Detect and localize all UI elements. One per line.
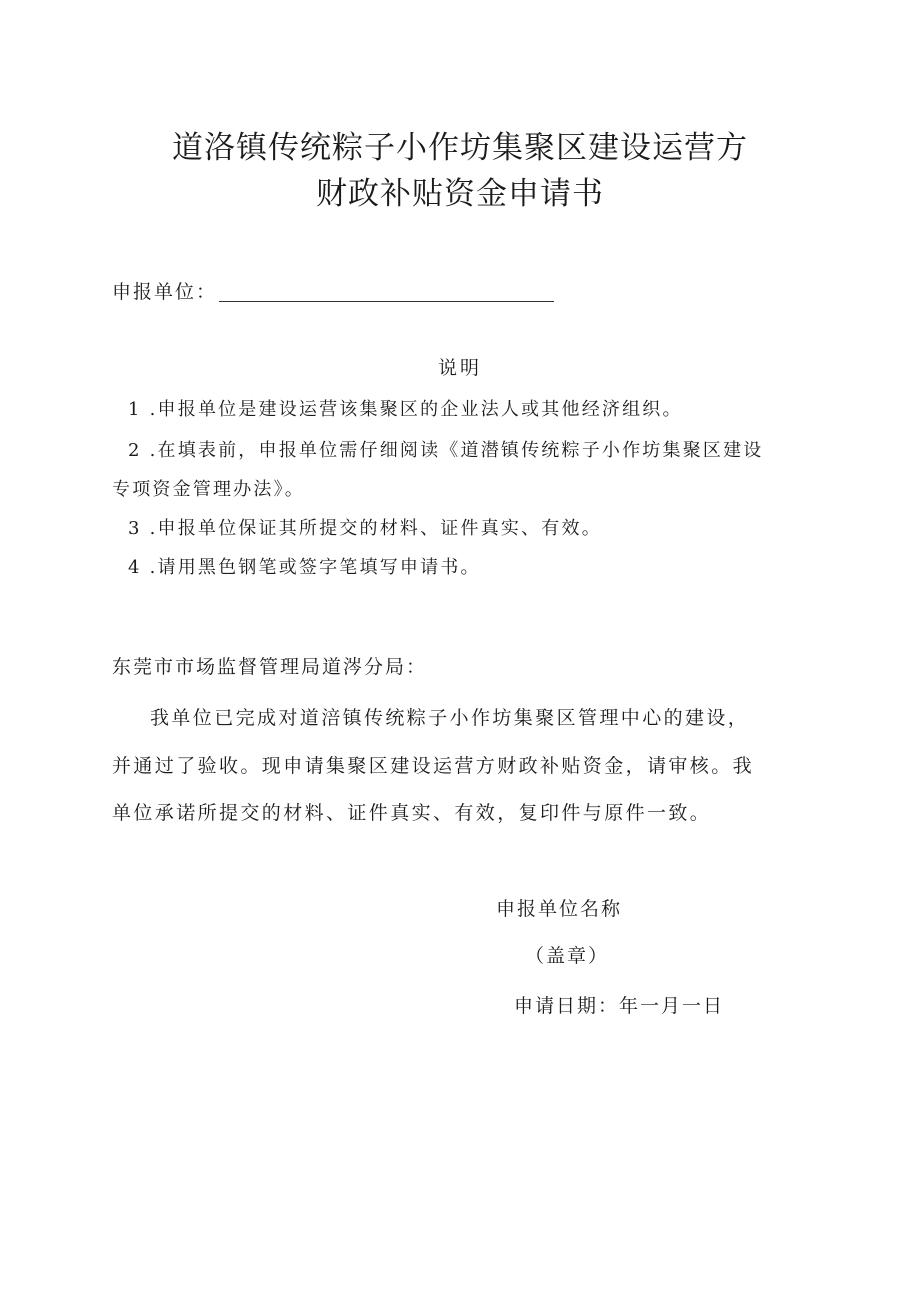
- note-item-4: 4 .请用黑色钢笔或签字笔填写申请书。: [128, 557, 481, 578]
- applicant-row: [112, 278, 554, 306]
- notes-heading: 说明: [437, 357, 482, 379]
- applicant-blank-line[interactable]: [219, 281, 554, 302]
- note-item-1: 1 .申报单位是建设运营该集聚区的企业法人或其他经济组织。: [128, 399, 683, 420]
- applicant-label: 申报单位：: [112, 281, 218, 303]
- addressee: 东莞市市场监督管理局道涔分局：: [112, 656, 428, 678]
- note-item-2-continuation: 专项资金管理办法》。: [112, 479, 305, 500]
- note-item-3: 3 .申报单位保证其所提交的材料、证件真实、有效。: [128, 518, 602, 539]
- document-title-line-2: 财政补贴资金申请书: [316, 176, 604, 212]
- signature-date: 申请日期：年一月一日: [514, 995, 725, 1017]
- body-paragraph-line-3: 单位承诺所提交的材料、证件真实、有效，复印件与原件一致。: [112, 802, 712, 824]
- body-paragraph-line-1: 我单位已完成对道涪镇传统粽子小作坊集聚区管理中心的建设，: [150, 707, 750, 729]
- note-item-2: 2 .在填表前，申报单位需仔细阅读《道潜镇传统粽子小作坊集聚区建设: [128, 440, 764, 461]
- signature-seal: （盖章）: [525, 945, 610, 967]
- body-paragraph-line-2: 并通过了验收。现申请集聚区建设运营方财政补贴资金，请审核。我: [112, 755, 755, 777]
- document-title-line-1: 道洛镇传统粽子小作坊集聚区建设运营方: [172, 130, 748, 166]
- signature-unit-name: 申报单位名称: [496, 898, 623, 920]
